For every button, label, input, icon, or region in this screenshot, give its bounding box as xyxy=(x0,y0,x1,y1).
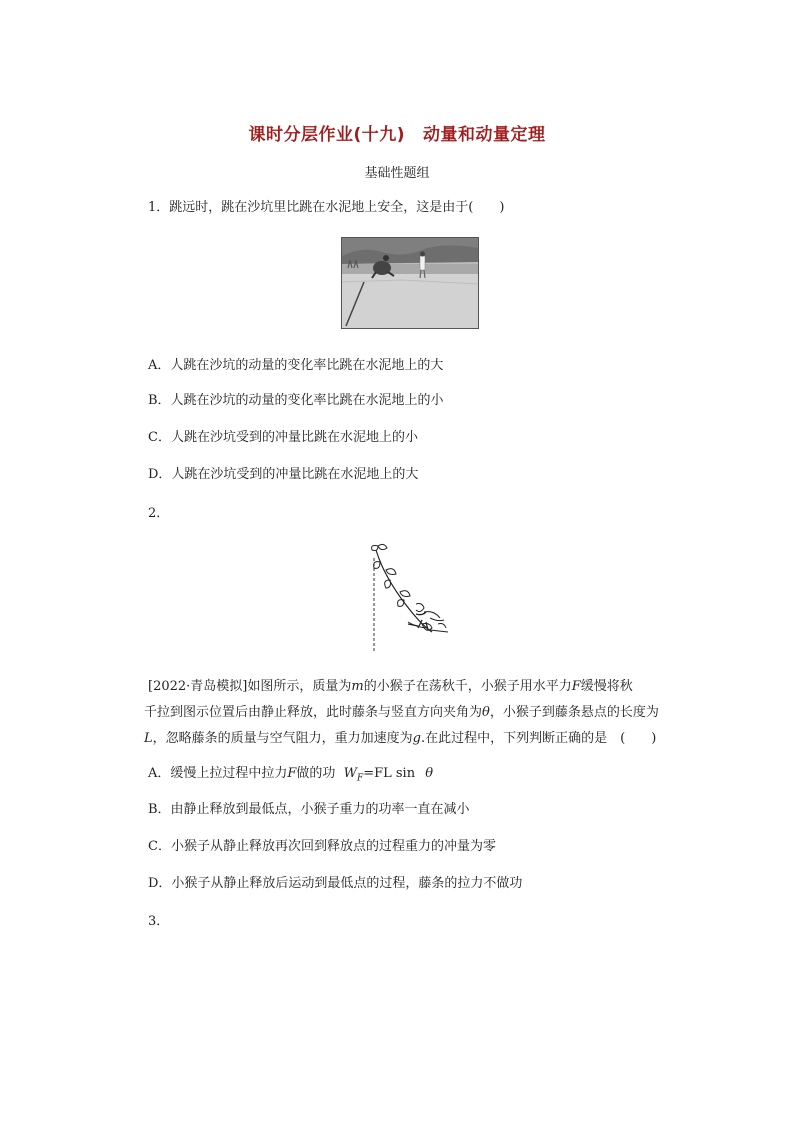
q2-stem-text-6: ，忽略藤条的质量与空气阻力，重力加速度为 xyxy=(152,731,413,746)
q2-stem-text-5: ，小猴子到藤条悬点的长度为 xyxy=(489,705,659,720)
q2-option-a-eq: =FL sin xyxy=(363,766,416,781)
q2-var-theta: θ xyxy=(482,705,490,720)
q2-stem-line3 xyxy=(144,726,678,752)
q2-stem-line1 xyxy=(148,674,678,700)
q2-stem-text-1: [2022·青岛模拟]如图所示，质量为 xyxy=(148,679,352,694)
monkey-swing-figure xyxy=(360,540,460,655)
q1-stem: 1．跳远时，跳在沙坑里比跳在水泥地上安全，这是由于( ) xyxy=(148,200,505,215)
q2-stem-text-4: 千拉到图示位置后由静止释放，此时藤条与竖直方向夹角为 xyxy=(144,705,483,720)
q2-option-a-theta: θ xyxy=(425,766,434,781)
q1-option-d: D．人跳在沙坑受到的冲量比跳在水泥地上的大 xyxy=(148,467,419,482)
q2-option-a xyxy=(148,765,433,788)
q2-option-a-W: W xyxy=(343,766,357,781)
q2-option-a-sub: F xyxy=(356,773,364,784)
monkey-swing-graphic xyxy=(360,540,460,655)
long-jump-photo xyxy=(341,237,479,329)
q2-var-m: m xyxy=(351,679,364,694)
page-title xyxy=(0,120,794,145)
q2-stem-line2 xyxy=(144,700,678,726)
q2-var-F: F xyxy=(571,679,581,694)
q2-var-g: g xyxy=(412,731,421,746)
title-part2: 动量和动量定理 xyxy=(423,125,546,145)
q2-stem-text-3: 缓慢将秋 xyxy=(580,679,633,694)
q2-number: 2． xyxy=(148,506,170,521)
q2-option-a-var-F: F xyxy=(287,766,297,781)
q2-option-a-mid: 做的功 xyxy=(296,766,336,781)
q2-var-L: L xyxy=(144,731,153,746)
q2-option-a-prefix: A．缓慢上拉过程中拉力 xyxy=(148,766,288,781)
q3-number: 3． xyxy=(148,914,170,929)
q2-option-c: C．小猴子从静止释放再次回到释放点的过程重力的冲量为零 xyxy=(148,839,496,854)
section-heading: 基础性题组 xyxy=(364,166,430,181)
q1-option-b: B．人跳在沙坑的动量的变化率比跳在水泥地上的小 xyxy=(148,393,444,408)
q2-stem-text-7: .在此过程中，下列判断正确的是 ( ) xyxy=(420,731,657,746)
q2-option-b: B．由静止释放到最低点，小猴子重力的功率一直在减小 xyxy=(148,802,470,817)
q2-stem xyxy=(144,674,678,752)
long-jump-photo-graphic xyxy=(342,238,478,328)
q2-option-d: D．小猴子从静止释放后运动到最低点的过程，藤条的拉力不做功 xyxy=(148,876,523,891)
title-part1: 课时分层作业(十九) xyxy=(248,125,406,145)
q2-stem-text-2: 的小猴子在荡秋千，小猴子用水平力 xyxy=(363,679,572,694)
q1-option-c: C．人跳在沙坑受到的冲量比跳在水泥地上的小 xyxy=(148,430,418,445)
q1-option-a: A．人跳在沙坑的动量的变化率比跳在水泥地上的大 xyxy=(148,358,444,373)
